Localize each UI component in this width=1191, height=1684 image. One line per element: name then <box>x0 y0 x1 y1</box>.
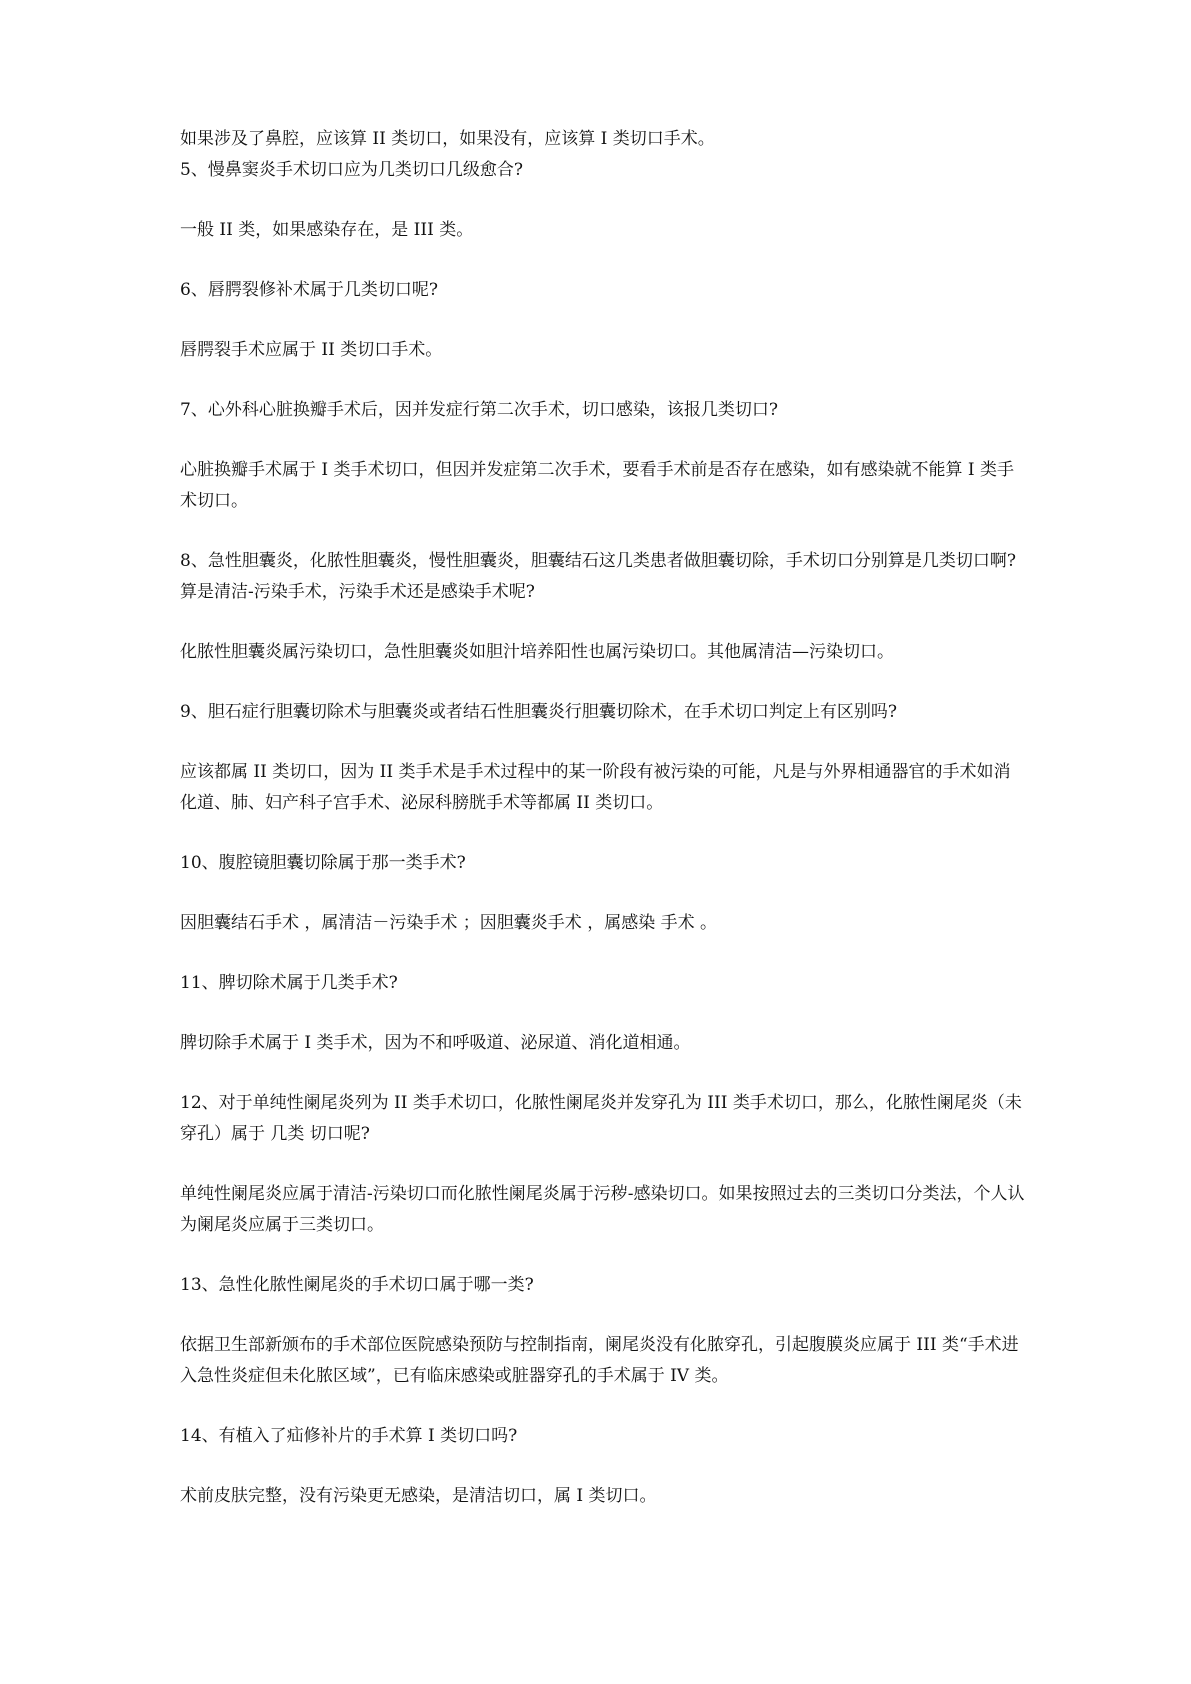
paragraph-gap <box>180 517 1025 546</box>
paragraph-gap <box>180 306 1025 335</box>
answer-paragraph: 应该都属 II 类切口，因为 II 类手术是手术过程中的某一阶段有被污染的可能，凡是与外界相通器官的手术如消化道、肺、妇产科子宫手术、泌尿科膀胱手术等都属 II 类切口。 <box>180 762 1011 813</box>
question-heading: 10、腹腔镜胆囊切除属于那一类手术? <box>180 853 466 873</box>
answer-paragraph: 单纯性阑尾炎应属于清洁-污染切口而化脓性阑尾炎属于污秽-感染切口。如果按照过去的三类切口分类法，个人认为阑尾炎应属于三类切口。 <box>180 1184 1025 1235</box>
paragraph-gap <box>180 1452 1025 1481</box>
question-heading: 7、心外科心脏换瓣手术后，因并发症行第二次手术，切口感染，该报几类切口? <box>180 400 778 420</box>
question-heading: 5、慢鼻窦炎手术切口应为几类切口几级愈合? <box>180 160 523 180</box>
paragraph-gap <box>180 186 1025 215</box>
answer-paragraph: 依据卫生部新颁布的手术部位医院感染预防与控制指南，阑尾炎没有化脓穿孔，引起腹膜炎应属于 III 类“手术进入急性炎症但未化脓区域”，已有临床感染或脏器穿孔的手术属于 IV 类。 <box>180 1335 1019 1386</box>
answer-paragraph: 心脏换瓣手术属于 I 类手术切口，但因并发症第二次手术，要看手术前是否存在感染，如有感染就不能算 I 类手术切口。 <box>180 460 1015 511</box>
paragraph-gap <box>180 1059 1025 1088</box>
paragraph-gap <box>180 366 1025 395</box>
question-heading: 13、急性化脓性阑尾炎的手术切口属于哪一类? <box>180 1275 534 1295</box>
paragraph-gap <box>180 819 1025 848</box>
paragraph-gap <box>180 999 1025 1028</box>
paragraph-gap <box>180 608 1025 637</box>
paragraph-gap <box>180 1301 1025 1330</box>
answer-paragraph: 脾切除手术属于 I 类手术，因为不和呼吸道、泌尿道、消化道相通。 <box>180 1033 691 1053</box>
paragraph-gap <box>180 879 1025 908</box>
paragraph-gap <box>180 668 1025 697</box>
question-heading: 6、唇腭裂修补术属于几类切口呢? <box>180 280 438 300</box>
paragraph-gap <box>180 1392 1025 1421</box>
paragraph-gap <box>180 1241 1025 1270</box>
question-heading: 8、急性胆囊炎，化脓性胆囊炎，慢性胆囊炎，胆囊结石这几类患者做胆囊切除，手术切口分别算是几类切口啊? 算是清洁-污染手术，污染手术还是感染手术呢? <box>180 551 1016 602</box>
answer-paragraph: 唇腭裂手术应属于 II 类切口手术。 <box>180 340 443 360</box>
paragraph: 如果涉及了鼻腔，应该算 II 类切口，如果没有，应该算 I 类切口手术。 <box>180 129 715 149</box>
answer-paragraph: 术前皮肤完整，没有污染更无感染，是清洁切口，属 I 类切口。 <box>180 1486 657 1506</box>
paragraph-gap <box>180 1150 1025 1179</box>
question-heading: 11、脾切除术属于几类手术? <box>180 973 398 993</box>
answer-paragraph: 化脓性胆囊炎属污染切口，急性胆囊炎如胆汁培养阳性也属污染切口。其他属清洁—污染切口。 <box>180 642 894 662</box>
paragraph-gap <box>180 426 1025 455</box>
question-heading: 9、胆石症行胆囊切除术与胆囊炎或者结石性胆囊炎行胆囊切除术，在手术切口判定上有区别吗? <box>180 702 897 722</box>
question-heading: 14、有植入了疝修补片的手术算 I 类切口吗? <box>180 1426 518 1446</box>
paragraph-gap <box>180 939 1025 968</box>
question-heading: 12、对于单纯性阑尾炎列为 II 类手术切口，化脓性阑尾炎并发穿孔为 III 类手术切口，那么，化脓性阑尾炎（未穿孔）属于 几类 切口呢? <box>180 1093 1022 1144</box>
answer-paragraph: 因胆囊结石手术 ，属清洁－污染手术 ；因胆囊炎手术 ，属感染 手术 。 <box>180 913 718 933</box>
paragraph-gap <box>180 728 1025 757</box>
paragraph-gap <box>180 246 1025 275</box>
answer-paragraph: 一般 II 类，如果感染存在，是 III 类。 <box>180 220 474 240</box>
document-body <box>180 124 1025 1512</box>
